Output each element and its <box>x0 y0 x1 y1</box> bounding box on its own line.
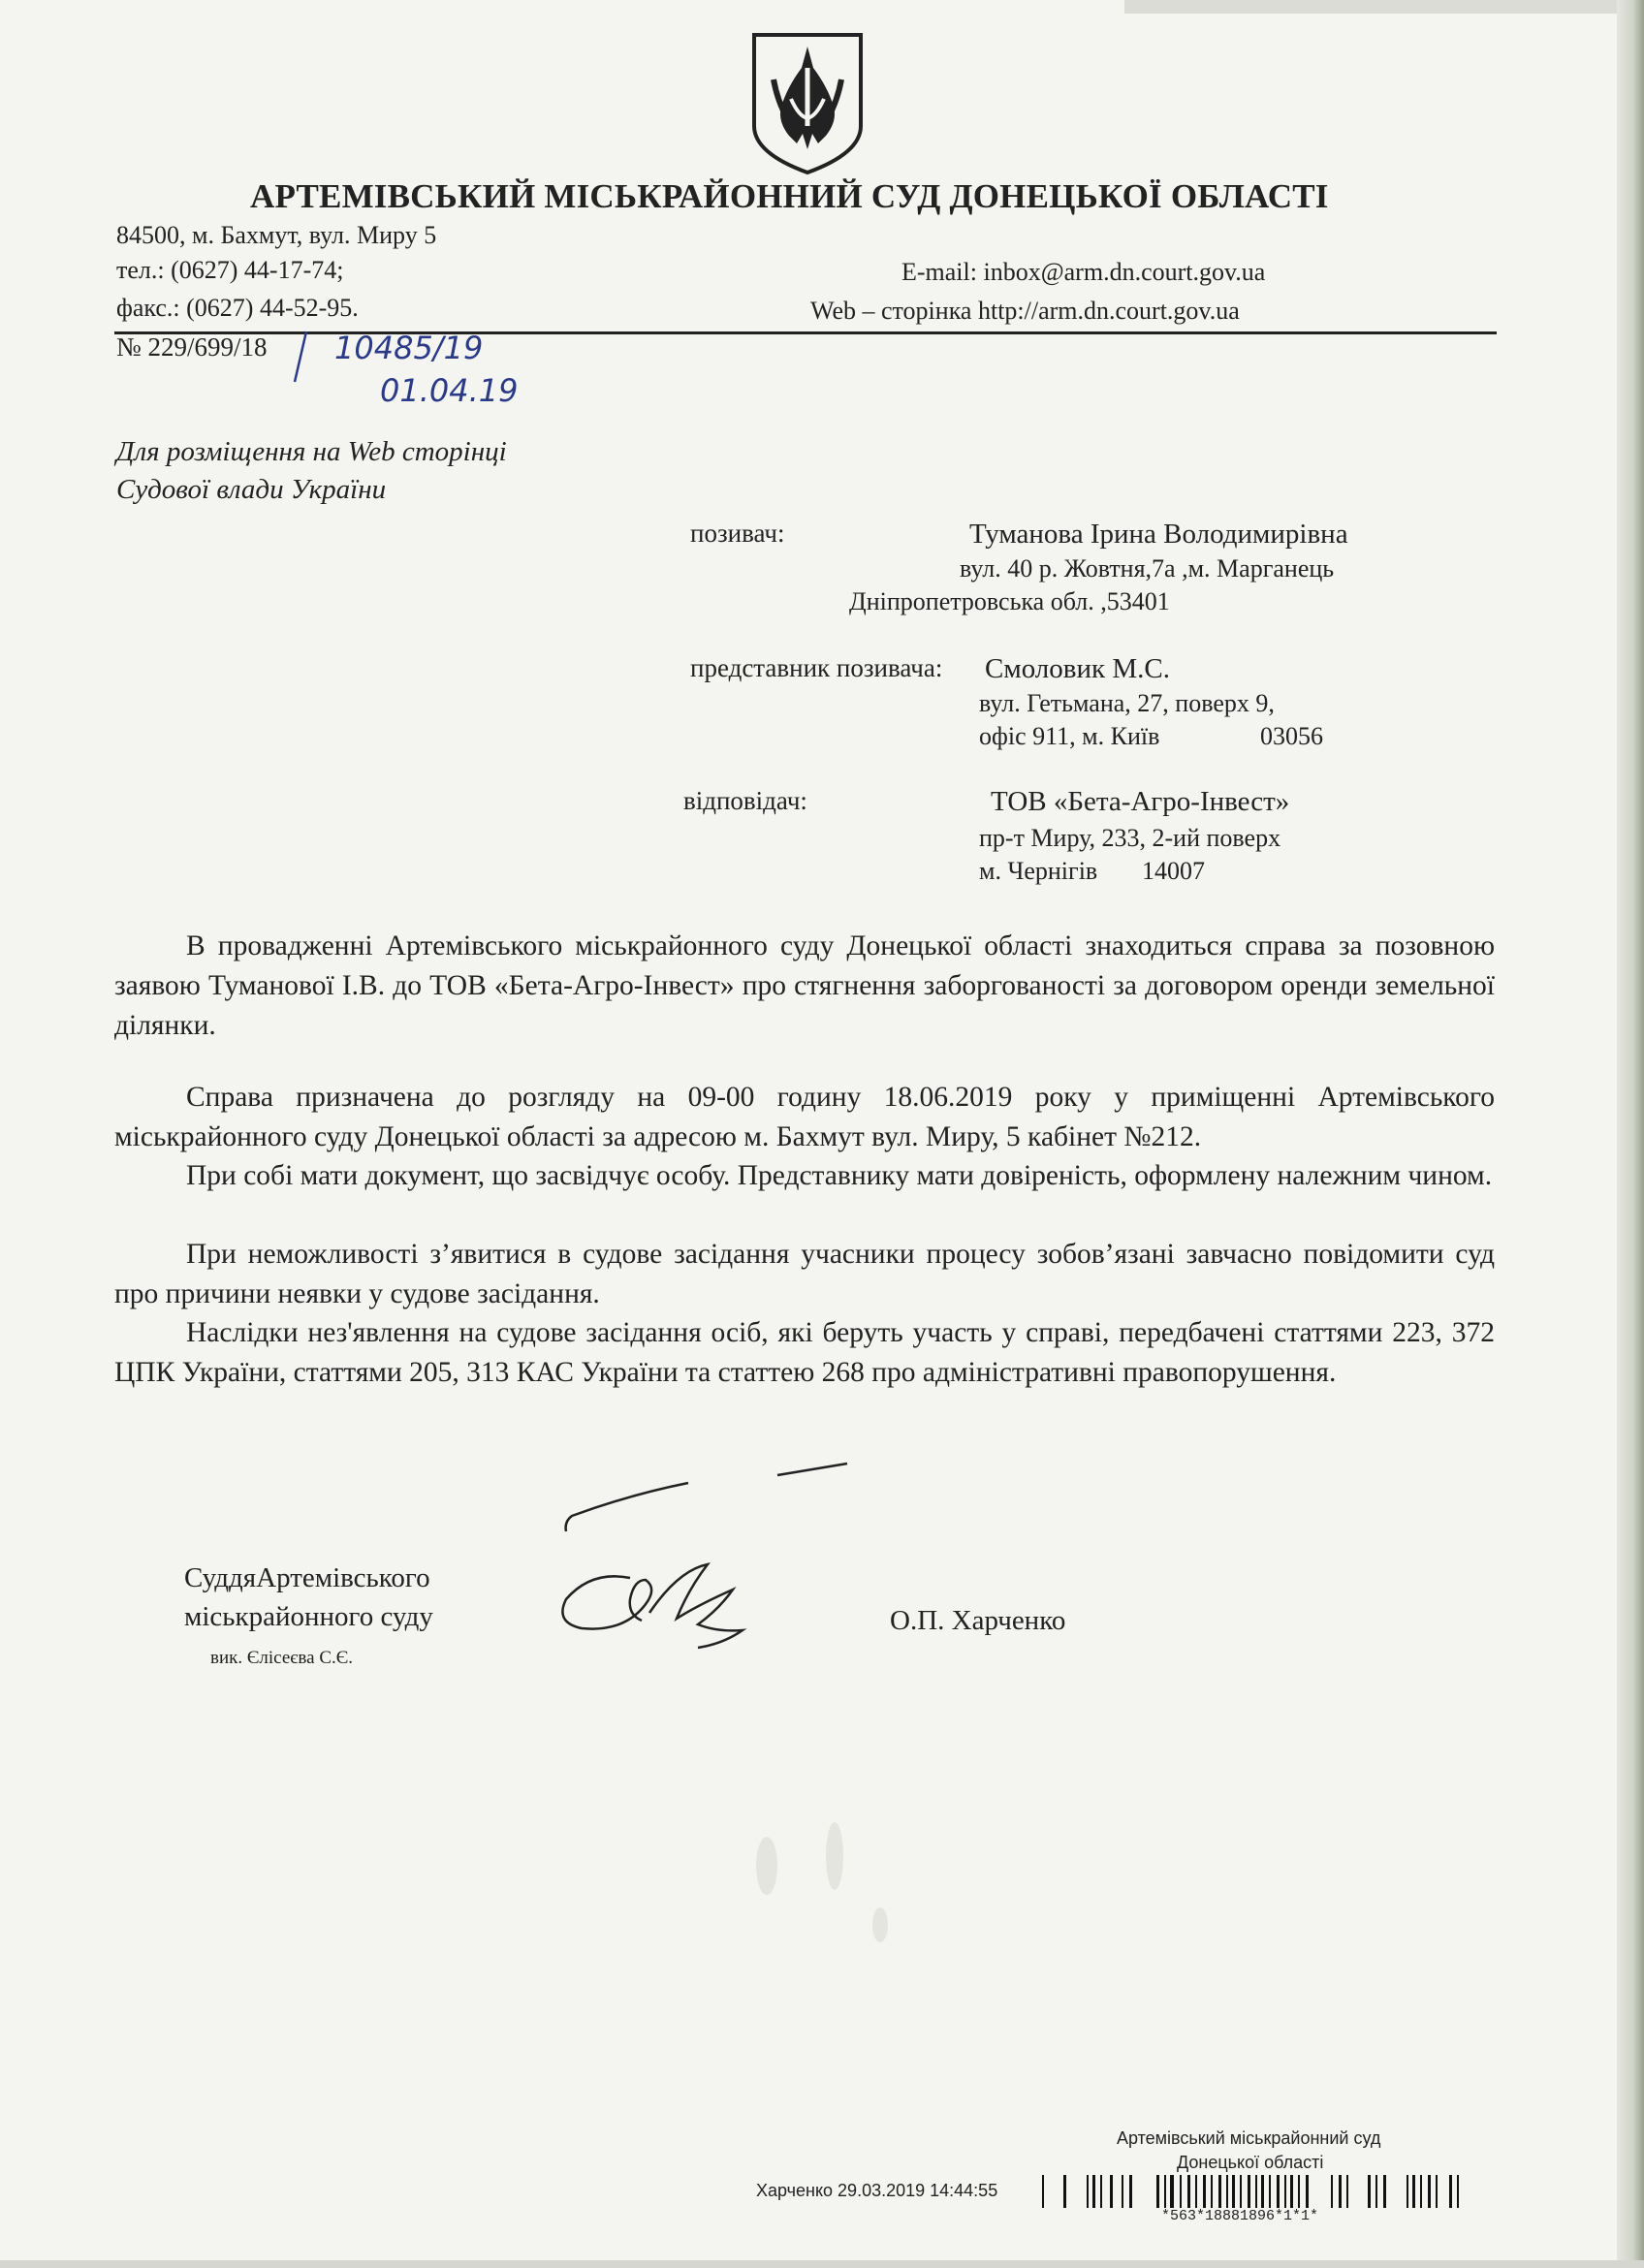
scan-artifact-top <box>1124 0 1628 14</box>
court-phone: тел.: (0627) 44-17-74; <box>116 256 344 284</box>
handwritten-registration-number: 10485/19 <box>334 330 484 366</box>
plaintiff-label: позивач: <box>690 519 785 548</box>
defendant-address-line-2: м. Чернігів <box>979 857 1098 885</box>
defendant-label: відповідач: <box>683 786 807 815</box>
plaintiff-address-line-1: вул. 40 р. Жовтня,7а ,м. Марганець <box>960 554 1335 583</box>
handwritten-registration-date: 01.04.19 <box>380 372 519 409</box>
paragraph-absence-notice-text: При неможливості з’явитися в судове засідання учасники процесу зобов’язані завчасно повідомити суд про причини неявки у судове засідання. <box>114 1239 1495 1309</box>
addressee-line-1: Для розміщення на Web сторінці <box>116 436 507 467</box>
defendant-address-line-1: пр-т Миру, 233, 2-ий поверх <box>979 824 1281 852</box>
stamp-court-line-1: Артемівський міськрайонний суд <box>1117 2128 1381 2148</box>
paragraph-case-info <box>114 927 1495 1046</box>
barcode-text: *563*18881896*1*1* <box>1161 2208 1319 2224</box>
representative-address-line-2: офіс 911, м. Київ <box>979 722 1160 750</box>
barcode <box>1042 2173 1488 2210</box>
court-fax: факс.: (0627) 44-52-95. <box>116 294 359 322</box>
defendant-postcode: 14007 <box>1142 857 1205 885</box>
stamp-court-line-2: Донецької області <box>1177 2153 1324 2172</box>
case-number: № 229/699/18 <box>116 332 268 362</box>
representative-postcode: 03056 <box>1260 722 1323 750</box>
handwritten-slash <box>291 330 310 384</box>
paragraph-consequences-text: Наслідки нез'явлення на судове засідання осіб, які беруть участь у справі, передбачені статтями 223, 372 ЦПК України, статтями 205, 313 КАС України та статтею 268 про адміністративні правопорушення. <box>114 1317 1495 1388</box>
paragraph-case-info-text: В провадженні Артемівського міськрайонного суду Донецької області знаходиться справа за позовною заявою Туманової І.В. до ТОВ «Бета-Агро-Інвест» про стягнення заборгованості за договором оренди земельної ділянки. <box>114 930 1495 1041</box>
coat-of-arms-icon <box>748 29 867 176</box>
plaintiff-name: Туманова Ірина Володимирівна <box>969 519 1348 550</box>
court-address: 84500, м. Бахмут, вул. Миру 5 <box>116 221 437 249</box>
addressee-line-2: Судової влади України <box>116 474 387 505</box>
paragraph-hearing-date-text: Справа призначена до розгляду на 09-00 годину 18.06.2019 року у приміщенні Артемівського міськрайонного суду Донецької області за адресою м. Бахмут вул. Миру, 5 кабінет №212. <box>114 1082 1495 1152</box>
judge-signature <box>553 1551 766 1657</box>
header-divider <box>114 331 1497 334</box>
scan-smudge <box>756 1837 777 1895</box>
paragraph-documents-text: При собі мати документ, що засвідчує особу. Представнику мати довіреність, оформлену належним чином. <box>186 1160 1493 1191</box>
court-website: Web – сторінка http://arm.dn.court.gov.ua <box>810 297 1240 325</box>
judge-name: О.П. Харченко <box>890 1605 1066 1636</box>
executor-name: вик. Єлісеєва С.Є. <box>210 1648 354 1668</box>
judge-title-line-2: міськрайонного суду <box>184 1601 433 1632</box>
paragraph-absence-notice <box>114 1235 1495 1314</box>
stamp-author-timestamp: Харченко 29.03.2019 14:44:55 <box>756 2181 998 2200</box>
paragraph-documents <box>114 1156 1495 1196</box>
scan-artifact-bottom <box>0 2260 1644 2268</box>
plaintiff-address-line-2: Дніпропетровська обл. ,53401 <box>849 587 1170 615</box>
scan-smudge <box>872 1907 888 1942</box>
court-name: АРТЕМІВСЬКИЙ МІСЬКРАЙОННИЙ СУД ДОНЕЦЬКОЇ ОБЛАСТІ <box>250 177 1329 215</box>
representative-name: Смоловик М.С. <box>985 653 1170 684</box>
judge-title-line-1: СуддяАртемівського <box>184 1562 430 1593</box>
paragraph-hearing-date <box>114 1078 1495 1157</box>
representative-label: представник позивача: <box>690 653 943 682</box>
handwritten-strokes <box>553 1454 872 1541</box>
court-email: E-mail: inbox@arm.dn.court.gov.ua <box>901 258 1266 286</box>
representative-address-line-1: вул. Гетьмана, 27, поверх 9, <box>979 689 1275 717</box>
paragraph-consequences <box>114 1313 1495 1393</box>
scan-edge <box>1617 0 1644 2268</box>
scan-smudge <box>826 1822 843 1890</box>
defendant-name: ТОВ «Бета-Агро-Інвест» <box>991 786 1290 817</box>
